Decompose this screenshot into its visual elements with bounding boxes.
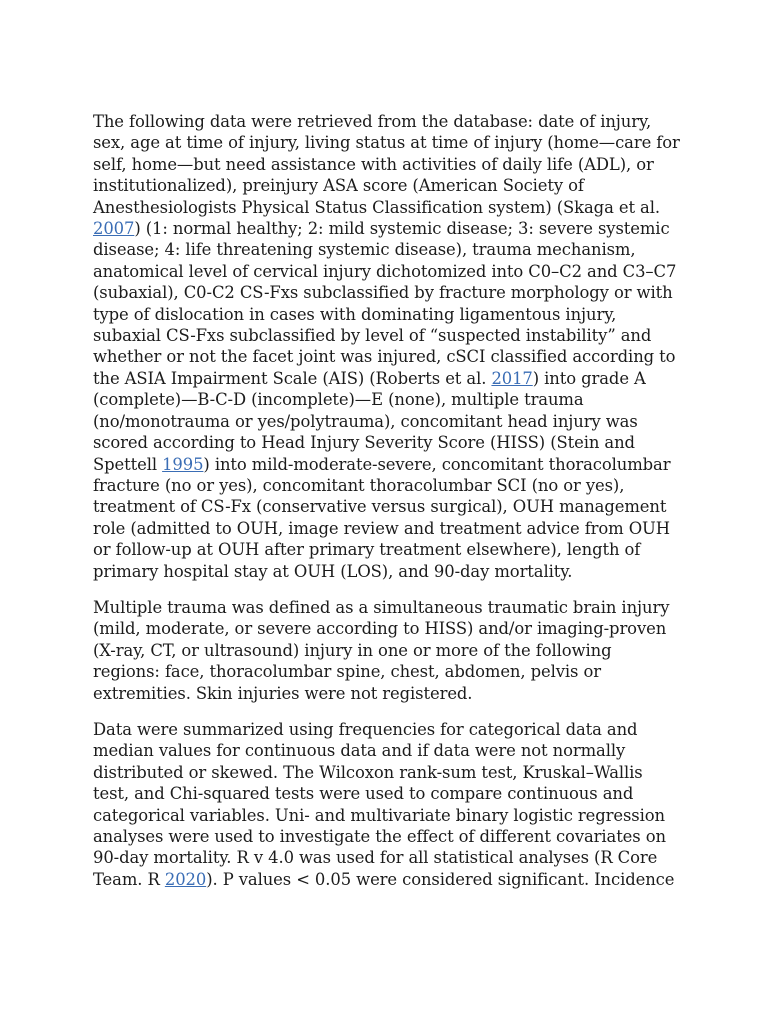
reference-link-roberts-2017[interactable]: 2017 [491, 368, 533, 388]
paragraph-statistics [93, 719, 683, 890]
document-body [93, 111, 683, 905]
paragraph-text: The following data were retrieved from the database: date of injury, sex, age at time of injury, living status at time of injury (home—care for self, home—but need assistance with activities of daily life (ADL), or institutionalized), preinjury ASA score (American Society of Anesthesiologists Physical Status Classification system) (Skaga et al. [93, 112, 680, 217]
paragraph-text: ) into grade A (complete)—B-C-D (incomplete)—E (none), multiple trauma (no/monotrauma or yes/polytrauma), concomitant head injury was scored according to Head Injury Severity Score (HISS) (Stein and Spettell [93, 368, 646, 474]
paragraph-text: Data were summarized using frequencies for categorical data and median values for continuous data and if data were not normally distributed or skewed. The Wilcoxon rank-sum test, Kruskal–Wallis test, and Chi-squared tests were used to compare continuous and categorical variables. Uni- and multivariate binary logistic regression analyses were used to investigate the effect of different covariates on 90-day mortality. R v 4.0 was used for all statistical analyses (R Core Team. R [93, 719, 666, 889]
paragraph-data-retrieved [93, 111, 683, 582]
paragraph-text: Multiple trauma was defined as a simultaneous traumatic brain injury (mild, moderate, or severe according to HISS) and/or imaging-proven (X-ray, CT, or ultrasound) injury in one or more of the following regions: face, thoracolumbar spine, chest, abdomen, pelvis or extremities. Skin injuries were not registered. [93, 597, 670, 703]
reference-link-skaga-2007[interactable]: 2007 [93, 219, 135, 239]
paragraph-text: ). P values < 0.05 were considered significant. Incidence [206, 869, 675, 889]
paragraph-multiple-trauma [93, 597, 683, 704]
paragraph-text: ) into mild-moderate-severe, concomitant thoracolumbar fracture (no or yes), concomitant thoracolumbar SCI (no or yes), treatment of CS-Fx (conservative versus surgical), OUH management role (admitted to OUH, image review and treatment advice from OUH or follow-up at OUH after primary treatment elsewhere), length of primary hospital stay at OUH (LOS), and 90-day mortality. [93, 454, 671, 581]
reference-link-stein-1995[interactable]: 1995 [162, 454, 204, 474]
paragraph-text: ) (1: normal healthy; 2: mild systemic disease; 3: severe systemic disease; 4: life threatening systemic disease), trauma mechanism, anatomical level of cervical injury dichotomized into C0–C2 and C3–C7 (subaxial), C0-C2 CS-Fxs subclassified by fracture morphology or with type of dislocation in cases with dominating ligamentous injury, subaxial CS-Fxs subclassified by level of “suspected instability” and whether or not the facet joint was injured, cSCI classified according to the ASIA Impairment Scale (AIS) (Roberts et al. [93, 219, 677, 388]
reference-link-r-core-2020[interactable]: 2020 [164, 869, 207, 889]
